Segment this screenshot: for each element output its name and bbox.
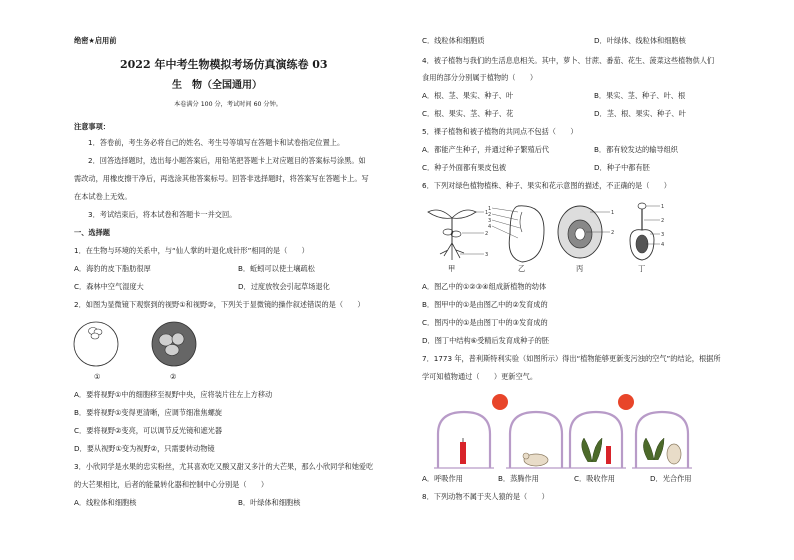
q3-option-c[interactable]: C．线粒体和细胞质 (422, 36, 485, 45)
q4-option-a[interactable]: A．根、茎、果实、种子、叶 (422, 91, 514, 100)
exam-meta: 本卷满分 100 分，考试时间 60 分钟。 (174, 101, 282, 108)
plant-diagram (428, 210, 488, 260)
q7-option-b[interactable]: B．蒸腾作用 (498, 474, 539, 483)
q1-stem: 1．在生物与环境的关系中，与“仙人掌的叶退化成针形”相同的是（ ） (74, 246, 309, 255)
q4-option-b[interactable]: B．果实、茎、种子、叶、根 (594, 91, 686, 100)
svg-text:2: 2 (611, 230, 615, 236)
q5-option-a[interactable]: A．都能产生种子，并通过种子繁殖后代 (422, 145, 550, 154)
view-2-cell (172, 333, 184, 345)
q5-stem: 5．裸子植物和被子植物的共同点不包括（ ） (422, 127, 578, 136)
secret-mark: 绝密★启用前 (74, 36, 117, 45)
svg-text:3: 3 (488, 218, 492, 224)
view-2-cell (159, 334, 173, 346)
q7-stem-1: 7．1773 年，普利斯特利实验（如图所示）得出“植物能够更新变污浊的空气”的结论，根据所 (422, 354, 721, 363)
q5-option-d[interactable]: D．种子中都有胚 (594, 163, 650, 172)
q1-option-d[interactable]: D．过度放牧会引起草场退化 (238, 282, 330, 291)
svg-text:4: 4 (488, 224, 492, 230)
q6-option-a[interactable]: A．图乙中的①②③④组成新植物的幼体 (422, 282, 547, 291)
note-2: 2．回答选择题时，选出每小题答案后，用铅笔把答题卡上对应题目的答案标号涂黑。如 (88, 156, 366, 165)
svg-text:1: 1 (661, 204, 665, 210)
candle-icon (606, 446, 611, 464)
q7-option-a[interactable]: A．呼吸作用 (422, 474, 463, 483)
svg-text:3: 3 (661, 232, 665, 238)
sun-icon (492, 394, 508, 410)
fig-label-jia: 甲 (448, 264, 456, 273)
plant-icon (643, 438, 664, 460)
q6-option-b[interactable]: B．图甲中的①是由图乙中的②发育成的 (422, 300, 548, 309)
priestley-experiment-figure (430, 390, 700, 470)
q2-option-b[interactable]: B．要将视野①变得更清晰，应调节细准焦螺旋 (74, 408, 222, 417)
svg-text:4: 4 (661, 242, 665, 248)
q4-option-c[interactable]: C．根、果实、茎、种子、花 (422, 109, 514, 118)
q1-option-c[interactable]: C．森林中空气湿度大 (74, 282, 144, 291)
q6-stem: 6．下列对绿色植物植株、种子、果实和花示意图的描述，不正确的是（ ） (422, 181, 671, 190)
section-choice: 一、选择题 (74, 228, 110, 237)
q2-option-d[interactable]: D．要从视野①变为视野②，只需要转动物镜 (74, 444, 215, 453)
q7-option-c[interactable]: C．吸收作用 (574, 474, 615, 483)
svg-text:1: 1 (611, 210, 615, 216)
q1-option-a[interactable]: A．海豹的皮下脂肪很厚 (74, 264, 151, 273)
subject-title: 生 物（全国通用） (172, 80, 262, 91)
svg-text:3: 3 (485, 252, 489, 258)
q4-stem-1: 4．被子植物与我们的生活息息相关。其中，萝卜、甘蔗、番茄、花生、菠菜这些植物供人们 (422, 56, 715, 65)
view-2-circle (152, 322, 196, 366)
microscope-views-figure (74, 318, 214, 378)
sun-icon (618, 394, 634, 410)
note-2-end: 在本试卷上无效。 (74, 192, 132, 201)
q1-option-b[interactable]: B．蚯蚓可以使土壤疏松 (238, 264, 315, 273)
plant-icon (582, 438, 602, 462)
note-2-cont: 需改动，用橡皮擦干净后，再选涂其他答案标号。回答非选择题时，将答案写在答题卡上。写 (74, 174, 369, 183)
q2-option-c[interactable]: C．要将视野②变亮，可以调节反光镜和遮光器 (74, 426, 223, 435)
candle-icon (460, 442, 466, 464)
fig-label-bing: 丙 (576, 264, 584, 273)
q5-option-b[interactable]: B．都有较发达的输导组织 (594, 145, 678, 154)
q4-option-d[interactable]: D．茎、根、果实、种子、叶 (594, 109, 686, 118)
fruit-diagram (558, 206, 614, 258)
q2-option-a[interactable]: A．要将视野①中的细胞移至视野中央，应将装片往左上方移动 (74, 390, 273, 399)
q3-stem-2: 的大芒果相比，后者的能量转化器和控制中心分别是（ ） (74, 480, 269, 489)
svg-text:1: 1 (488, 206, 492, 212)
q2-stem: 2．如图为显微镜下观察到的视野①和视野②，下列关于显微镜的操作叙述错误的是（ ） (74, 300, 365, 309)
plant-structures-figure (422, 198, 672, 278)
q7-option-d[interactable]: D．光合作用 (650, 474, 692, 483)
q3-stem-1: 3．小欣同学是水果的忠实粉丝，尤其喜欢吃又酸又甜又多汁的大芒果，那么小欣同学和她爱吃 (74, 462, 374, 471)
q3-option-b[interactable]: B．叶绿体和细胞核 (238, 498, 301, 507)
pistil-diagram (630, 203, 664, 260)
note-1: 1．答卷前，考生务必将自己的姓名、考生号等填写在答题卡和试卷指定位置上。 (88, 138, 345, 147)
seed-diagram (488, 206, 544, 262)
q7-stem-2: 学可知植物通过（ ）更新空气。 (422, 372, 538, 381)
q4-stem-2: 食用的部分分别属于植物的（ ） (422, 73, 538, 82)
q5-option-c[interactable]: C．种子外面都有果皮包被 (422, 163, 507, 172)
fig-label-ding: 丁 (638, 264, 646, 273)
view-2-label: ② (170, 372, 177, 381)
q3-option-d[interactable]: D．叶绿体、线粒体和细胞核 (594, 36, 686, 45)
svg-text:2: 2 (485, 231, 489, 237)
svg-text:1: 1 (485, 210, 489, 216)
view-2-cell (165, 345, 179, 356)
view-1-label: ① (94, 372, 101, 381)
page-title: 2022 年中考生物模拟考场仿真演练卷 03 (120, 58, 328, 71)
q6-option-c[interactable]: C．图丙中的①是由图丁中的③发育成的 (422, 318, 548, 327)
q6-option-d[interactable]: D．图丁中结构⑥受精后发育成种子的胚 (422, 336, 549, 345)
q8-stem: 8．下列动物不属于夹人猿的是（ ） (422, 492, 549, 501)
svg-text:2: 2 (488, 212, 492, 218)
notes-heading: 注意事项： (74, 122, 110, 131)
svg-text:2: 2 (661, 218, 665, 224)
fig-label-yi: 乙 (518, 264, 526, 273)
mouse-icon (667, 444, 681, 464)
view-1-cell (91, 333, 99, 339)
q3-option-a[interactable]: A．线粒体和细胞核 (74, 498, 137, 507)
note-3: 3．考试结束后，将本试卷和答题卡一并交回。 (88, 210, 237, 219)
